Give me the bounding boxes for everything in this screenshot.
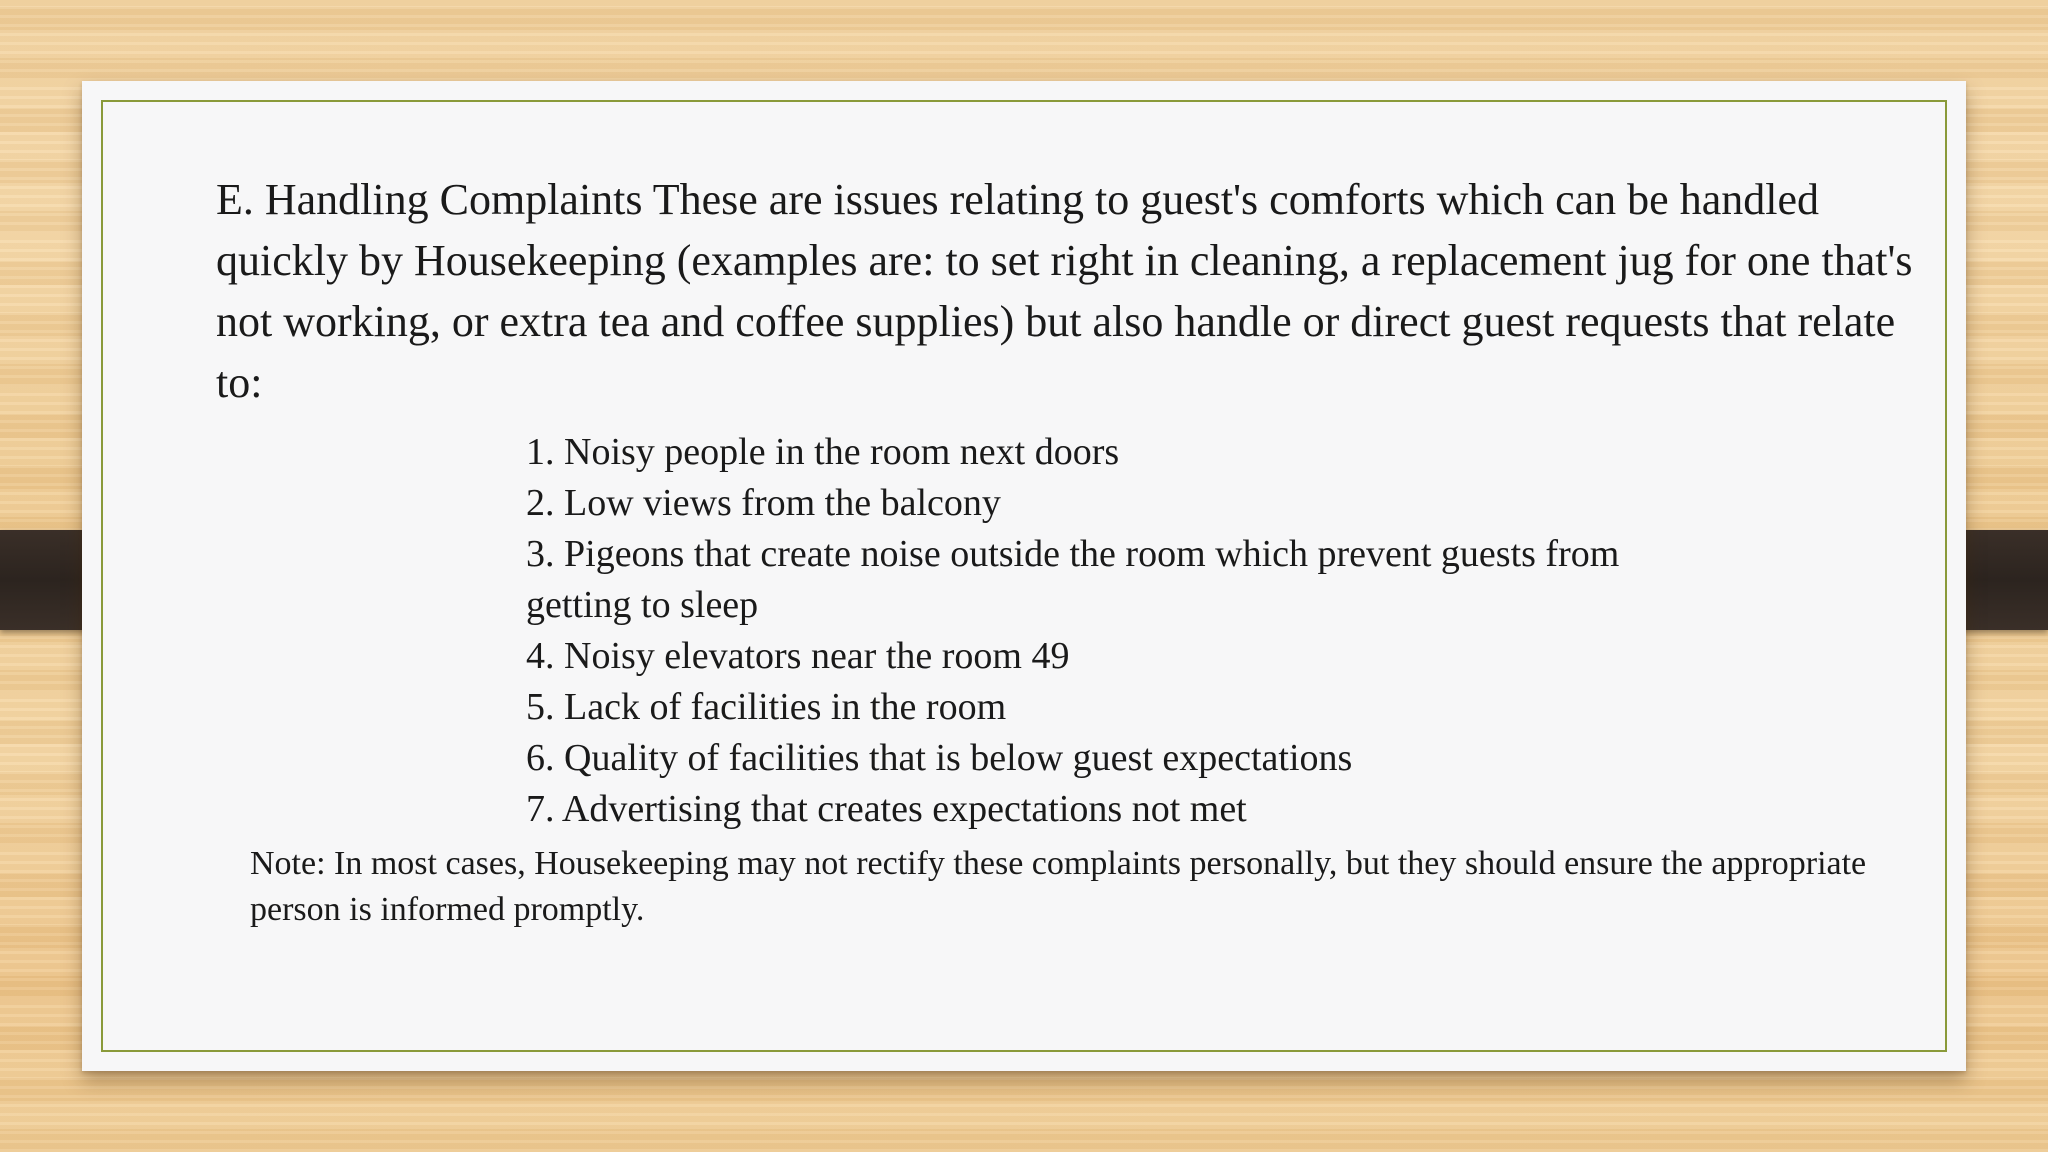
list-item: 2. Low views from the balcony [526, 482, 1001, 524]
slide-content [216, 169, 1916, 933]
complaint-list [216, 427, 1626, 835]
intro-paragraph: E. Handling Complaints These are issues relating to guest's comforts which can be handled quickly by Housekeeping (examples are: to set right in cleaning, a replacement jug for one that's not working, or extra tea and coffee supplies) but also handle or direct guest requests that relate to: [216, 175, 1913, 407]
note-text: Note: In most cases, Housekeeping may not rectify these complaints personally, but they should ensure the appropriate person is informed promptly. [250, 845, 1867, 928]
slide-card [82, 81, 1966, 1071]
list-item: 5. Lack of facilities in the room [526, 686, 1007, 728]
list-item: 4. Noisy elevators near the room 49 [526, 635, 1070, 677]
list-item: 7. Advertising that creates expectations not met [526, 788, 1247, 830]
list-item: 3. Pigeons that create noise outside the room which prevent guests from getting to sleep [526, 533, 1620, 626]
list-item: 1. Noisy people in the room next doors [526, 431, 1120, 473]
list-item: 6. Quality of facilities that is below guest expectations [526, 737, 1353, 779]
